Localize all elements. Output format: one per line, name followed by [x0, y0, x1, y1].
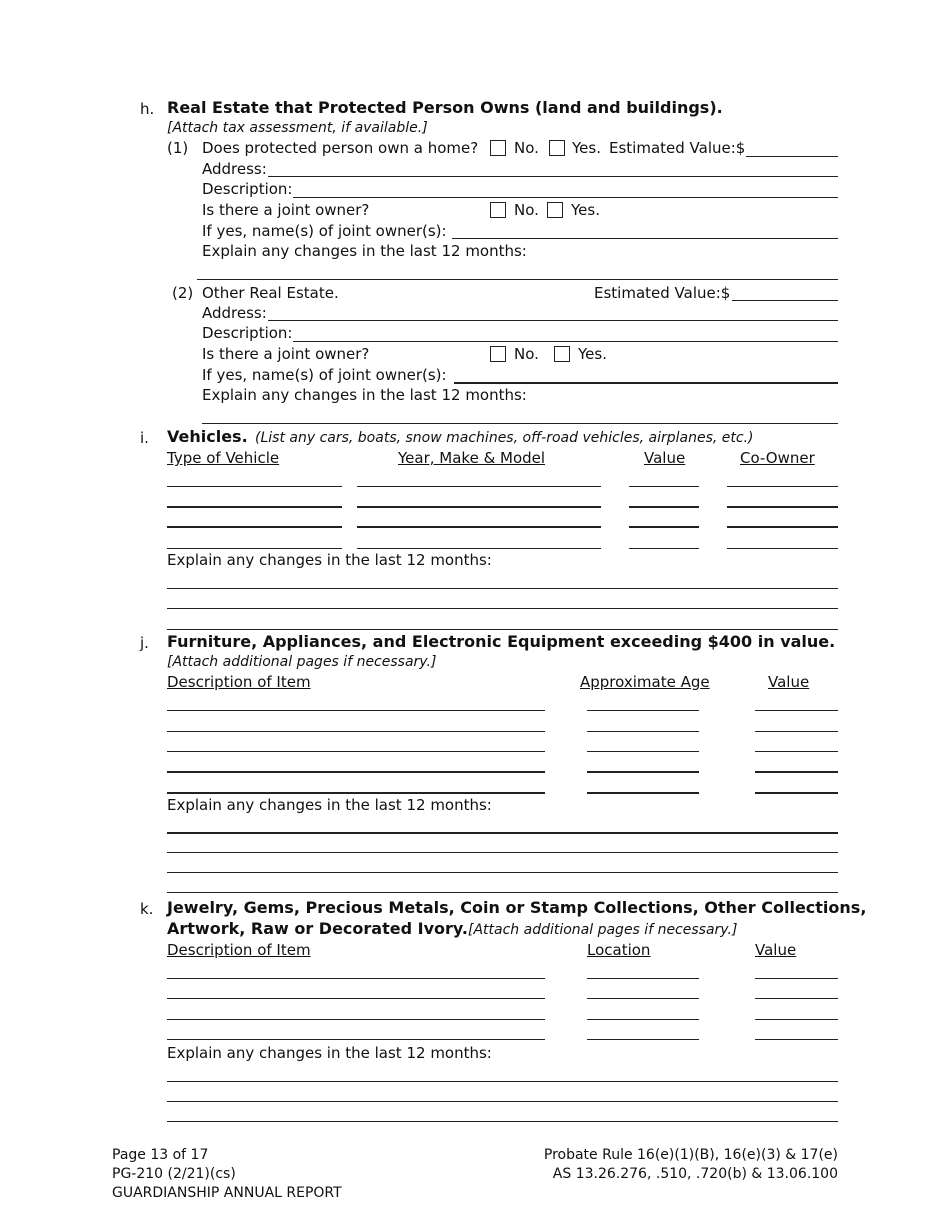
- jewelry-row-1-location-field[interactable]: [587, 978, 699, 979]
- h1-joint-yes-checkbox[interactable]: [547, 202, 563, 218]
- section-i-note: (List any cars, boats, snow machines, off-road vehicles, airplanes, etc.): [255, 430, 754, 446]
- section-i-title: Vehicles.: [167, 427, 248, 446]
- vehicle-row-3-model-field[interactable]: [357, 526, 601, 528]
- furniture-explain-line-4[interactable]: [167, 892, 838, 893]
- vehicle-row-2-co-owner-field[interactable]: [727, 506, 838, 508]
- section-j-letter: j.: [140, 634, 149, 652]
- h2-joint-yes-label: Yes.: [578, 345, 607, 363]
- vehicles-explain-label: Explain any changes in the last 12 months:: [167, 551, 492, 569]
- furniture-explain-line-1[interactable]: [167, 832, 838, 834]
- h2-description-label: Description:: [202, 324, 293, 342]
- furniture-row-3-value-field[interactable]: [755, 751, 838, 752]
- section-k-letter: k.: [140, 900, 154, 918]
- vehicle-row-1-type-field[interactable]: [167, 486, 342, 487]
- jewelry-row-3-value-field[interactable]: [755, 1019, 838, 1020]
- jewelry-explain-line-3[interactable]: [167, 1121, 838, 1122]
- furniture-col-description: Description of Item: [167, 673, 311, 691]
- vehicle-row-1-co-owner-field[interactable]: [727, 486, 838, 487]
- h2-description-field[interactable]: [293, 341, 838, 342]
- furniture-row-5-description-field[interactable]: [167, 792, 545, 794]
- h1-description-label: Description:: [202, 180, 293, 198]
- h1-joint-owner-question: Is there a joint owner?: [202, 201, 370, 219]
- vehicle-row-3-co-owner-field[interactable]: [727, 526, 838, 528]
- jewelry-explain-line-1[interactable]: [167, 1081, 838, 1082]
- vehicles-explain-line-1[interactable]: [167, 588, 838, 589]
- vehicle-row-3-type-field[interactable]: [167, 526, 342, 528]
- vehicle-row-4-co-owner-field[interactable]: [727, 548, 838, 549]
- h1-estimated-value-label: Estimated Value:$: [609, 139, 746, 157]
- h1-address-label: Address:: [202, 160, 267, 178]
- jewelry-row-1-value-field[interactable]: [755, 978, 838, 979]
- h1-home-no-checkbox[interactable]: [490, 140, 506, 156]
- h2-joint-no-checkbox[interactable]: [490, 346, 506, 362]
- jewelry-row-1-description-field[interactable]: [167, 978, 545, 979]
- furniture-row-2-age-field[interactable]: [587, 731, 699, 732]
- furniture-row-4-value-field[interactable]: [755, 771, 838, 773]
- jewelry-row-2-value-field[interactable]: [755, 998, 838, 999]
- jewelry-col-description: Description of Item: [167, 941, 311, 959]
- jewelry-row-4-location-field[interactable]: [587, 1039, 699, 1040]
- section-i-letter: i.: [140, 429, 149, 447]
- footer-report-title: GUARDIANSHIP ANNUAL REPORT: [112, 1185, 342, 1201]
- h2-address-field[interactable]: [268, 320, 838, 321]
- section-j-note: [Attach additional pages if necessary.]: [167, 654, 437, 670]
- furniture-col-value: Value: [768, 673, 810, 691]
- vehicles-explain-line-2[interactable]: [167, 608, 838, 609]
- h2-estimated-value-label: Estimated Value:$: [594, 284, 731, 302]
- jewelry-explain-label: Explain any changes in the last 12 months:: [167, 1044, 492, 1062]
- furniture-row-3-description-field[interactable]: [167, 751, 545, 752]
- vehicle-row-2-value-field[interactable]: [629, 506, 699, 508]
- jewelry-row-3-location-field[interactable]: [587, 1019, 699, 1020]
- vehicles-col-type: Type of Vehicle: [167, 449, 280, 467]
- section-j-title: Furniture, Appliances, and Electronic Equipment exceeding $400 in value.: [167, 632, 836, 651]
- h1-address-field[interactable]: [268, 176, 838, 177]
- h1-home-yes-checkbox[interactable]: [549, 140, 565, 156]
- footer-form-number: PG-210 (2/21)(cs): [112, 1166, 236, 1182]
- vehicle-row-1-model-field[interactable]: [357, 486, 601, 487]
- section-h-title: Real Estate that Protected Person Owns (land and buildings).: [167, 98, 723, 117]
- jewelry-col-location: Location: [587, 941, 651, 959]
- vehicle-row-2-model-field[interactable]: [357, 506, 601, 508]
- h1-home-question: Does protected person own a home?: [202, 139, 479, 157]
- h2-explain-label: Explain any changes in the last 12 months:: [202, 386, 527, 404]
- furniture-row-1-description-field[interactable]: [167, 710, 545, 711]
- h1-joint-names-label: If yes, name(s) of joint owner(s):: [202, 222, 447, 240]
- footer-statute: AS 13.26.276, .510, .720(b) & 13.06.100: [552, 1166, 838, 1182]
- h2-joint-names-field[interactable]: [454, 382, 838, 384]
- section-k-title-line-2: Artwork, Raw or Decorated Ivory.: [167, 919, 468, 938]
- jewelry-explain-line-2[interactable]: [167, 1101, 838, 1102]
- h1-home-yes-label: Yes.: [572, 139, 601, 157]
- section-h-letter: h.: [140, 100, 155, 118]
- h1-number: (1): [167, 139, 189, 157]
- section-k-note: [Attach additional pages if necessary.]: [468, 922, 738, 938]
- h2-estimated-value-field[interactable]: [732, 300, 838, 301]
- jewelry-col-value: Value: [755, 941, 797, 959]
- vehicles-explain-line-3[interactable]: [167, 629, 838, 630]
- vehicle-row-2-type-field[interactable]: [167, 506, 342, 508]
- vehicle-row-4-model-field[interactable]: [357, 548, 601, 549]
- furniture-explain-line-3[interactable]: [167, 872, 838, 873]
- furniture-explain-label: Explain any changes in the last 12 months:: [167, 796, 492, 814]
- h1-joint-no-checkbox[interactable]: [490, 202, 506, 218]
- furniture-row-4-age-field[interactable]: [587, 771, 699, 773]
- jewelry-row-3-description-field[interactable]: [167, 1019, 545, 1020]
- furniture-row-2-description-field[interactable]: [167, 731, 545, 732]
- furniture-row-1-age-field[interactable]: [587, 710, 699, 711]
- jewelry-row-2-description-field[interactable]: [167, 998, 545, 999]
- jewelry-row-4-value-field[interactable]: [755, 1039, 838, 1040]
- h2-joint-yes-checkbox[interactable]: [554, 346, 570, 362]
- vehicles-col-year-make-model: Year, Make & Model: [398, 449, 546, 467]
- furniture-row-5-value-field[interactable]: [755, 792, 838, 794]
- h2-other-real-estate-label: Other Real Estate.: [202, 284, 339, 302]
- h2-joint-owner-question: Is there a joint owner?: [202, 345, 370, 363]
- section-k-title-line-1: Jewelry, Gems, Precious Metals, Coin or Stamp Collections, Other Collections,: [167, 898, 867, 917]
- furniture-row-1-value-field[interactable]: [755, 710, 838, 711]
- h1-joint-yes-label: Yes.: [571, 201, 600, 219]
- jewelry-row-2-location-field[interactable]: [587, 998, 699, 999]
- vehicle-row-1-value-field[interactable]: [629, 486, 699, 487]
- furniture-row-2-value-field[interactable]: [755, 731, 838, 732]
- h2-explain-field[interactable]: [202, 423, 838, 424]
- h1-explain-field[interactable]: [197, 279, 838, 280]
- h1-estimated-value-field[interactable]: [746, 156, 838, 157]
- h1-joint-names-field[interactable]: [452, 238, 838, 239]
- furniture-row-4-description-field[interactable]: [167, 771, 545, 773]
- furniture-row-5-age-field[interactable]: [587, 792, 699, 794]
- h2-joint-names-label: If yes, name(s) of joint owner(s):: [202, 366, 447, 384]
- footer-page-number: Page 13 of 17: [112, 1147, 209, 1163]
- h1-description-field[interactable]: [293, 197, 838, 198]
- section-h-note: [Attach tax assessment, if available.]: [167, 120, 428, 136]
- furniture-row-3-age-field[interactable]: [587, 751, 699, 752]
- h1-home-no-label: No.: [514, 139, 539, 157]
- jewelry-row-4-description-field[interactable]: [167, 1039, 545, 1040]
- furniture-explain-line-2[interactable]: [167, 852, 838, 853]
- h1-explain-label: Explain any changes in the last 12 months:: [202, 242, 527, 260]
- vehicles-col-value: Value: [644, 449, 686, 467]
- vehicles-col-co-owner: Co-Owner: [740, 449, 815, 467]
- vehicle-row-3-value-field[interactable]: [629, 526, 699, 528]
- h2-address-label: Address:: [202, 304, 267, 322]
- h1-joint-no-label: No.: [514, 201, 539, 219]
- furniture-col-age: Approximate Age: [580, 673, 710, 691]
- footer-probate-rule: Probate Rule 16(e)(1)(B), 16(e)(3) & 17(e): [543, 1147, 838, 1163]
- h2-number: (2): [172, 284, 194, 302]
- vehicle-row-4-type-field[interactable]: [167, 548, 342, 549]
- h2-joint-no-label: No.: [514, 345, 539, 363]
- vehicle-row-4-value-field[interactable]: [629, 548, 699, 549]
